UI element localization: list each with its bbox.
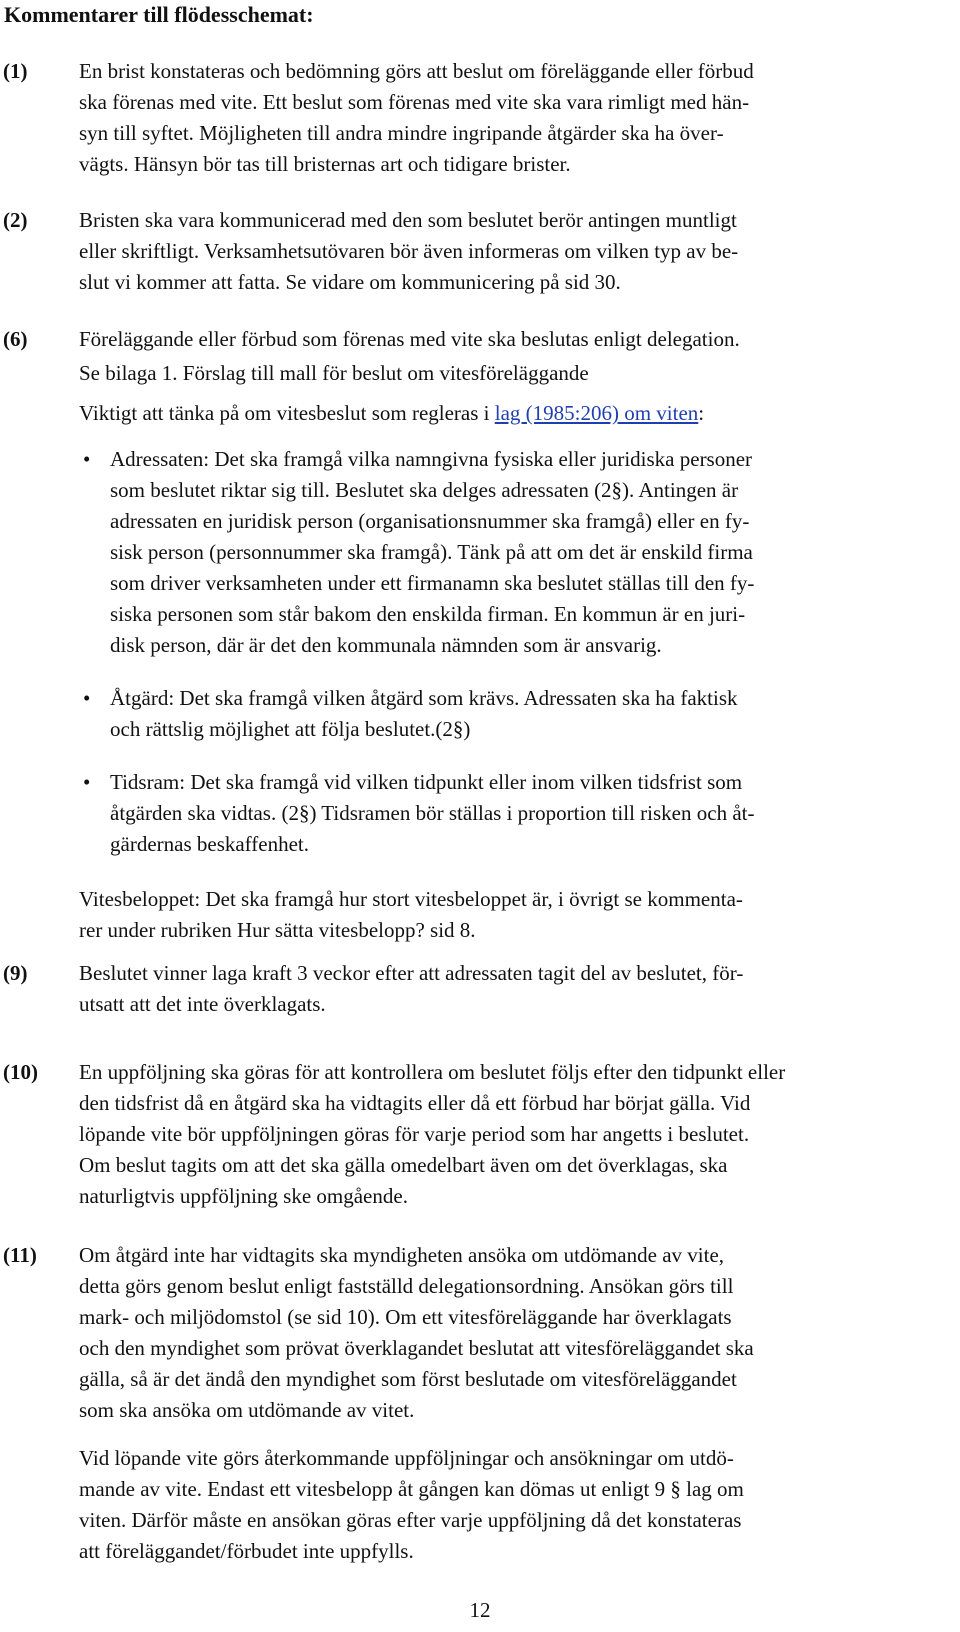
text-line: Beslutet vinner laga kraft 3 veckor efter att adressaten tagit del av beslutet, för- <box>79 961 744 985</box>
entry-text <box>79 1057 955 1212</box>
text-line: vägts. Hänsyn bör tas till bristernas art och tidigare brister. <box>79 152 571 176</box>
text-line: och den myndighet som prövat överklagandet beslutat att vitesföreläggandet ska <box>79 1336 754 1360</box>
text-line: mande av vite. Endast ett vitesbelopp åt gången kan dömas ut enligt 9 § lag om <box>79 1477 744 1501</box>
entry-text <box>79 884 955 946</box>
text-line: som driver verksamheten under ett firmanamn ska beslutet ställas till den fy- <box>110 571 755 595</box>
text-fragment: : <box>698 401 705 425</box>
entry-text <box>79 1443 955 1567</box>
text-line: utsatt att det inte överklagats. <box>79 992 326 1016</box>
text-line: rer under rubriken Hur sätta vitesbelopp? sid 8. <box>79 918 476 942</box>
text-line: Vitesbeloppet: Det ska framgå hur stort vitesbeloppet är, i övrigt se kommenta- <box>79 887 743 911</box>
text-line: disk person, där är det den kommunala nämnden som är ansvarig. <box>110 633 662 657</box>
bullet-icon: • <box>83 770 91 794</box>
text-line: naturligtvis uppföljning ske omgående. <box>79 1184 408 1208</box>
text-line: åtgärden ska vidtas. (2§) Tidsramen bör ställas i proportion till risken och åt- <box>110 801 755 825</box>
text-line: Vid löpande vite görs återkommande uppföljningar och ansökningar om utdö- <box>79 1446 734 1470</box>
text-line: att föreläggandet/förbudet inte uppfylls. <box>79 1539 414 1563</box>
text-line: löpande vite bör uppföljningen göras för varje period som har angetts i beslutet. <box>79 1122 750 1146</box>
text-line: Åtgärd: Det ska framgå vilken åtgärd som krävs. Adressaten ska ha faktisk <box>110 686 738 710</box>
text-line: Om åtgärd inte har vidtagits ska myndigheten ansöka om utdömande av vite, <box>79 1243 725 1267</box>
text-line: viten. Därför måste en ansökan göras efter varje uppföljning då det konstateras <box>79 1508 742 1532</box>
bullet-text <box>110 683 955 745</box>
text-line: som beslutet riktar sig till. Beslutet ska delges adressaten (2§). Antingen är <box>110 478 739 502</box>
bullet-icon: • <box>83 447 91 471</box>
entry-number: (11) <box>3 1243 37 1267</box>
text-line: den tidsfrist då en åtgärd ska ha vidtagits eller då ett förbud har börjat gälla. Vid <box>79 1091 751 1115</box>
text-line: slut vi kommer att fatta. Se vidare om kommunicering på sid 30. <box>79 270 621 294</box>
text-line: eller skriftligt. Verksamhetsutövaren bör även informeras om vilken typ av be- <box>79 239 739 263</box>
text-line: Om beslut tagits om att det ska gälla omedelbart även om det överklagas, ska <box>79 1153 728 1177</box>
text-fragment: Viktigt att tänka på om vitesbeslut som regleras i <box>79 401 495 425</box>
text-line: gälla, så är det ändå den myndighet som först beslutade om vitesföreläggandet <box>79 1367 737 1391</box>
text-line: gärdernas beskaffenhet. <box>110 832 310 856</box>
text-line: En brist konstateras och bedömning görs att beslut om föreläggande eller förbud <box>79 59 754 83</box>
text-line: siska personen som står bakom den enskilda firman. En kommun är en juri- <box>110 602 746 626</box>
text-line: och rättslig möjlighet att följa beslutet.(2§) <box>110 717 471 741</box>
page-number: 12 <box>469 1598 491 1622</box>
entry-text <box>79 205 955 298</box>
law-link[interactable]: lag (1985:206) om viten <box>494 401 699 425</box>
bullet-text <box>110 444 955 661</box>
entry-text <box>79 358 955 389</box>
text-line: adressaten en juridisk person (organisationsnummer ska framgå) eller en fy- <box>110 509 750 533</box>
text-line: syn till syftet. Möjligheten till andra mindre ingripande åtgärder ska ha över- <box>79 121 724 145</box>
entry-text <box>79 56 955 180</box>
entry-number: (2) <box>3 208 28 232</box>
text-line: Adressaten: Det ska framgå vilka namngivna fysiska eller juridiska personer <box>110 447 753 471</box>
bullet-text <box>110 767 955 860</box>
text-line: ska förenas med vite. Ett beslut som förenas med vite ska vara rimligt med hän- <box>79 90 750 114</box>
text-line: Bristen ska vara kommunicerad med den som beslutet berör antingen muntligt <box>79 208 737 232</box>
text-line: En uppföljning ska göras för att kontrollera om beslutet följs efter den tidpunkt eller <box>79 1060 786 1084</box>
text-line: Föreläggande eller förbud som förenas med vite ska beslutas enligt delegation. <box>79 327 740 351</box>
text-line: Tidsram: Det ska framgå vid vilken tidpunkt eller inom vilken tidsfrist som <box>110 770 743 794</box>
entry-number: (1) <box>3 59 28 83</box>
page-heading: Kommentarer till flödesschemat: <box>4 2 314 27</box>
entry-number: (6) <box>3 327 28 351</box>
text-line: detta görs genom beslut enligt fastställd delegationsordning. Ansökan görs till <box>79 1274 734 1298</box>
entry-number: (9) <box>3 961 28 985</box>
entry-text <box>79 324 955 355</box>
entry-number: (10) <box>3 1060 38 1084</box>
entry-text <box>79 958 955 1020</box>
text-line <box>79 398 955 429</box>
bullet-icon: • <box>83 686 91 710</box>
text-line: mark- och miljödomstol (se sid 10). Om ett vitesföreläggande har överklagats <box>79 1305 732 1329</box>
entry-text <box>79 1240 955 1426</box>
text-line: Se bilaga 1. Förslag till mall för beslut om vitesföreläggande <box>79 361 589 385</box>
entry-text <box>79 398 955 429</box>
text-line: som ska ansöka om utdömande av vitet. <box>79 1398 415 1422</box>
text-line: sisk person (personnummer ska framgå). Tänk på att om det är enskild firma <box>110 540 753 564</box>
